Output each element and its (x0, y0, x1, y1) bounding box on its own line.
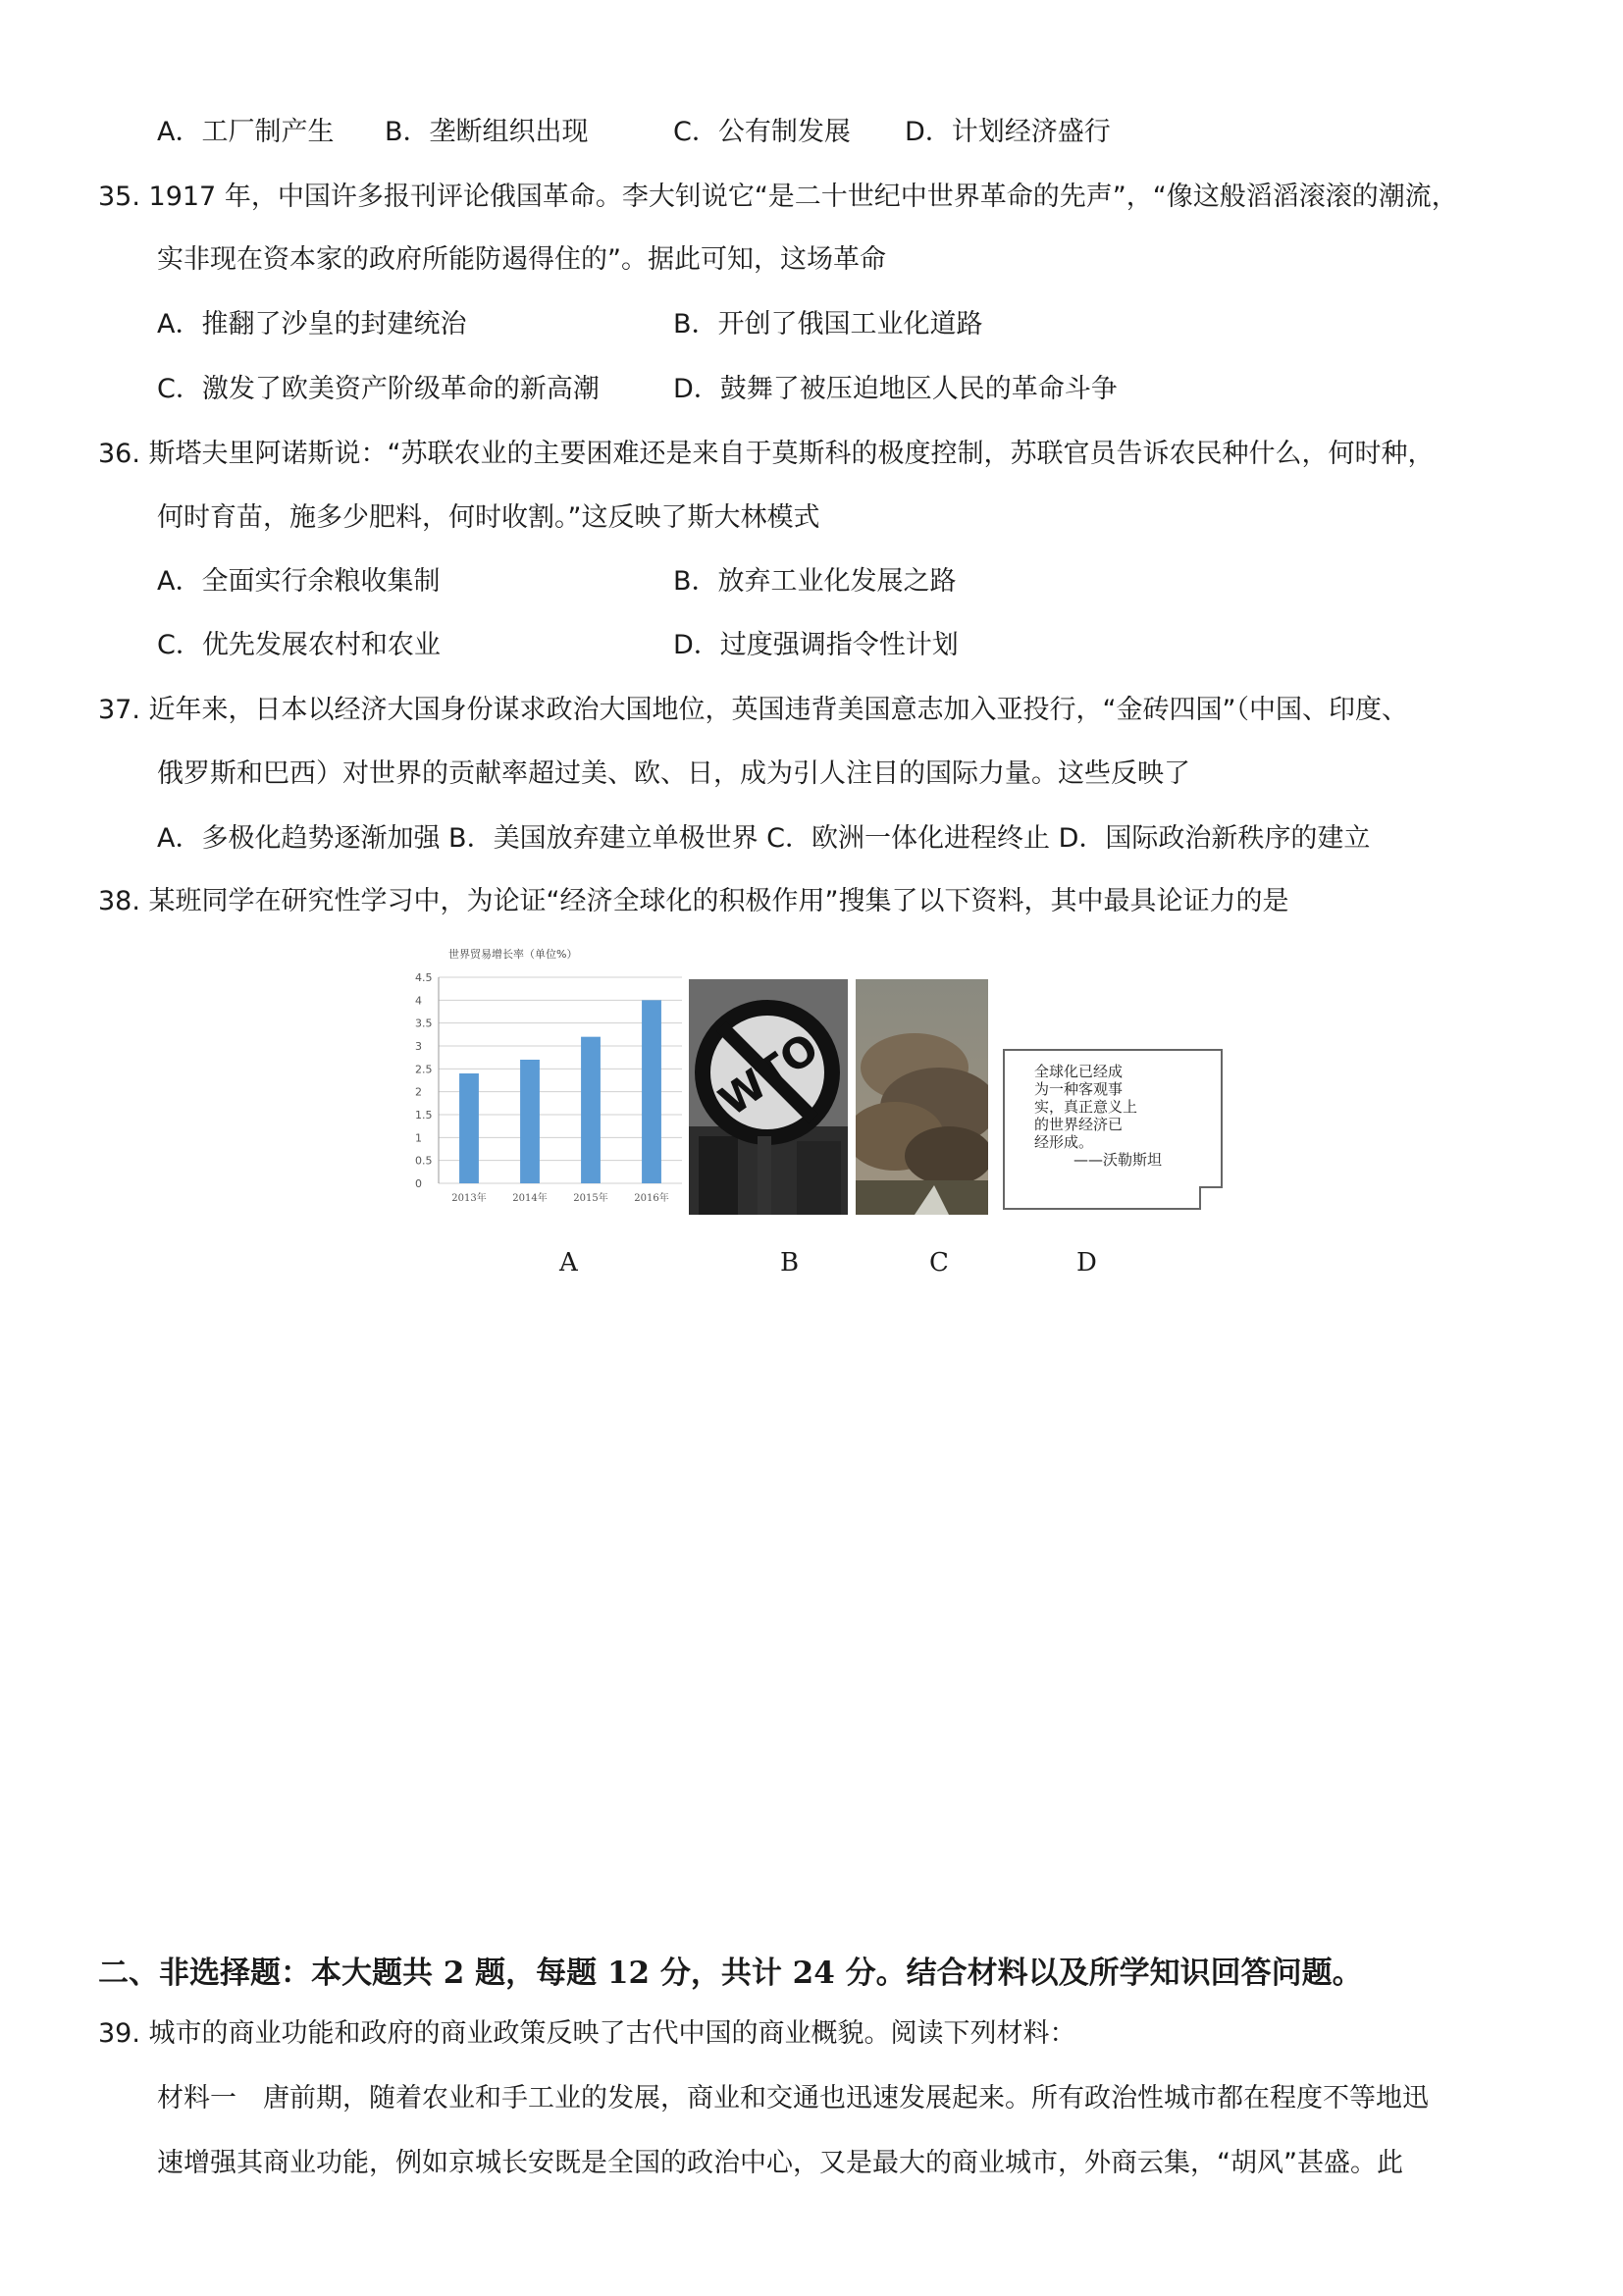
y-tick-label: 1.5 (415, 1109, 433, 1122)
smoke-landscape-icon (856, 979, 988, 1215)
x-tick-label: 2014年 (512, 1193, 548, 1204)
section-2-title: 二、非选择题：本大题共 2 题，每题 12 分，共计 24 分。结合材料以及所学知识回答问题。 (98, 1956, 1363, 1991)
q36-option-b: B．放弃工业化发展之路 (673, 566, 957, 597)
figure-label-c: C (929, 1248, 949, 1278)
y-tick-label: 3 (415, 1040, 422, 1053)
q36-option-c: C．优先发展农村和农业 (157, 630, 441, 660)
y-tick-label: 4.5 (415, 971, 433, 984)
q37-stem-line2: 俄罗斯和巴西）对世界的贡献率超过美、欧、日，成为引人注目的国际力量。这些反映了 (157, 758, 1190, 789)
quote-author: ——沃勒斯坦 (1073, 1151, 1163, 1169)
y-tick-label: 0 (415, 1177, 422, 1190)
q36-option-d: D．过度强调指令性计划 (673, 630, 959, 660)
chart-y-axis (415, 971, 439, 1190)
figure-c-pollution-photo (856, 979, 988, 1215)
figure-label-b: B (780, 1248, 800, 1278)
q34-option-d: D．计划经济盛行 (905, 117, 1111, 147)
figure-b-protest-photo (689, 979, 848, 1215)
y-tick-label: 1 (415, 1131, 422, 1145)
quote-line-4: 的世界经济已 (1034, 1116, 1124, 1133)
q38-stem: 38. 某班同学在研究性学习中，为论证“经济全球化的积极作用”搜集了以下资料，其中最具论证力的是 (98, 886, 1289, 916)
bar-2014年 (520, 1060, 540, 1183)
q35-stem-line2: 实非现在资本家的政府所能防遏得住的”。据此可知，这场革命 (157, 244, 886, 275)
x-tick-label: 2013年 (451, 1193, 487, 1204)
q39-material1-line1: 材料一 唐前期，随着农业和手工业的发展，商业和交通也迅速发展起来。所有政治性城市都在程度不等地迅 (157, 2083, 1429, 2113)
chart-x-axis (451, 1191, 668, 1204)
y-tick-label: 2 (415, 1085, 422, 1099)
y-tick-label: 0.5 (415, 1154, 433, 1168)
q34-option-c: C．公有制发展 (673, 117, 851, 147)
q39-material1-line2: 速增强其商业功能，例如京城长安既是全国的政治中心，又是最大的商业城市，外商云集，“胡风”甚盛。此 (157, 2148, 1403, 2178)
q35-option-c: C．激发了欧美资产阶级革命的新高潮 (157, 374, 600, 404)
q34-option-b: B．垄断组织出现 (385, 117, 589, 147)
x-tick-label: 2015年 (573, 1193, 608, 1204)
page-curl-icon (1199, 1186, 1223, 1210)
y-tick-label: 4 (415, 994, 422, 1008)
q36-stem-line2: 何时育苗，施多少肥料，何时收割。”这反映了斯大林模式 (157, 502, 820, 533)
q37-options: A．多极化趋势逐渐加强 B．美国放弃建立单极世界 C．欧洲一体化进程终止 D．国际政治新秩序的建立 (157, 823, 1371, 854)
figure-label-a: A (559, 1248, 578, 1278)
quote-line-2: 为一种客观事 (1034, 1080, 1124, 1098)
q35-stem-line1: 35. 1917 年，中国许多报刊评论俄国革命。李大钊说它“是二十世纪中世界革命的先声”，“像这般滔滔滚滚的潮流， (98, 182, 1458, 212)
q35-option-d: D．鼓舞了被压迫地区人民的革命斗争 (673, 374, 1118, 404)
q35-option-b: B．开创了俄国工业化道路 (673, 309, 983, 339)
bar-chart (388, 944, 687, 1214)
y-tick-label: 2.5 (415, 1063, 433, 1076)
quote-line-1: 全球化已经成 (1034, 1063, 1124, 1080)
anti-wto-sign-icon (689, 979, 848, 1215)
q36-stem-line1: 36. 斯塔夫里阿诺斯说：“苏联农业的主要困难还是来自于莫斯科的极度控制，苏联官员告诉农民种什么，何时种， (98, 439, 1435, 469)
figure-a-chart (388, 944, 687, 1214)
figure-label-d: D (1076, 1248, 1097, 1278)
q39-stem: 39. 城市的商业功能和政府的商业政策反映了古代中国的商业概貌。阅读下列材料： (98, 2018, 1076, 2049)
x-tick-label: 2016年 (634, 1193, 669, 1204)
q34-option-a: A．工厂制产生 (157, 117, 335, 147)
quote-line-3: 实，真正意义上 (1034, 1098, 1138, 1116)
bar-2015年 (581, 1037, 601, 1183)
q37-stem-line1: 37. 近年来，日本以经济大国身份谋求政治大国地位，英国违背美国意志加入亚投行，“金砖四国”（中国、印度、 (98, 695, 1408, 725)
q35-option-a: A．推翻了沙皇的封建统治 (157, 309, 467, 339)
y-tick-label: 3.5 (415, 1017, 433, 1030)
figure-d-quote-note (1003, 1049, 1223, 1210)
chart-title: 世界贸易增长率（单位%） (448, 948, 578, 961)
q36-option-a: A．全面实行余粮收集制 (157, 566, 441, 597)
bar-2013年 (459, 1073, 479, 1183)
bar-2016年 (642, 1000, 661, 1183)
quote-line-5: 经形成。 (1034, 1133, 1094, 1151)
